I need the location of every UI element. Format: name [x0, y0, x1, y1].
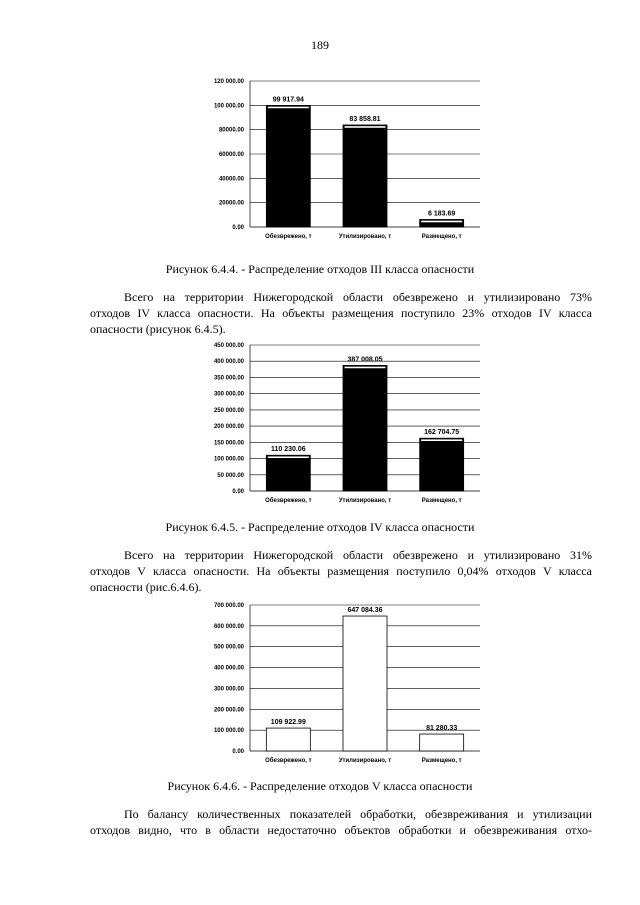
bar [343, 365, 387, 491]
y-tick-label: 400 000.00 [213, 359, 244, 366]
y-tick-label: 600 000.00 [213, 623, 244, 630]
y-tick-label: 300 000.00 [213, 391, 244, 398]
x-tick-label: Утилизировано, т [338, 498, 392, 504]
bar-highlight [268, 456, 309, 458]
paragraph-line: отходов видно, что в области недостаточно объектов обработки и обезвреживания отхо- [90, 823, 592, 837]
bar-highlight [421, 221, 462, 223]
y-tick-label: 60000.00 [218, 152, 244, 158]
bar [266, 728, 310, 751]
data-label: 83 858.81 [349, 115, 381, 123]
data-label: 81 280.33 [426, 725, 458, 733]
bar [343, 125, 387, 227]
y-tick-label: 150 000.00 [213, 440, 244, 447]
x-tick-label: Обезврежено, т [265, 758, 312, 764]
y-tick-label: 450 000.00 [213, 343, 244, 349]
y-tick-label: 0.00 [232, 749, 244, 755]
bar-highlight [345, 367, 386, 369]
bar-highlight [421, 439, 462, 441]
bar [343, 616, 387, 751]
paragraph-line: опасности (рис.6.4.6). [90, 580, 202, 594]
bar [420, 734, 464, 751]
bar [420, 438, 464, 491]
y-tick-label: 0.00 [232, 225, 244, 231]
y-tick-label: 250 000.00 [213, 407, 244, 414]
y-tick-label: 200 000.00 [213, 707, 244, 714]
paragraph-line: опасности (рисунок 6.4.5). [90, 322, 226, 336]
bar-highlight [268, 107, 309, 109]
page-number: 189 [311, 38, 329, 52]
paragraph-line: Всего на территории Нижегородской области обезврежено и утилизировано 73% [124, 290, 592, 304]
figure-caption: Рисунок 6.4.6. - Распределение отходов V класса опасности [167, 779, 473, 793]
data-label: 109 922.99 [270, 719, 306, 727]
x-tick-label: Размещено, т [421, 234, 462, 240]
x-tick-label: Утилизировано, т [338, 758, 392, 764]
chart-waste-class-3 [195, 75, 485, 245]
x-tick-label: Размещено, т [421, 498, 462, 504]
paragraph-line: отходов V класса опасности. На объекты размещения поступило 0,04% отходов V класса [90, 564, 592, 578]
y-tick-label: 100 000.00 [213, 103, 244, 110]
figure-caption: Рисунок 6.4.5. - Распределение отходов IV класса опасности [165, 520, 475, 534]
y-tick-label: 0.00 [232, 489, 244, 495]
data-label: 162 704.75 [424, 429, 460, 437]
paragraph [90, 289, 592, 337]
data-label: 110 230.06 [271, 446, 306, 454]
figure-caption: Рисунок 6.4.4. - Распределение отходов III класса опасности [165, 262, 475, 276]
x-tick-label: Утилизировано, т [338, 234, 392, 240]
paragraph [90, 806, 592, 838]
y-tick-label: 200 000.00 [213, 424, 244, 431]
bar [420, 219, 464, 227]
data-label: 6 183.69 [428, 210, 456, 218]
y-tick-label: 100 000.00 [213, 456, 244, 463]
y-tick-label: 80000.00 [218, 127, 244, 134]
y-tick-label: 100 000.00 [213, 728, 244, 735]
y-tick-label: 20000.00 [218, 200, 244, 207]
data-label: 387 008.05 [347, 356, 383, 364]
paragraph-line: По балансу количественных показателей обработки, обезвреживания и утилизации [124, 807, 592, 821]
bar [266, 455, 310, 491]
paragraph-line: Всего на территории Нижегородской области обезврежено и утилизировано 31% [124, 548, 592, 562]
y-tick-label: 700 000.00 [213, 603, 244, 609]
paragraph-line: отходов IV класса опасности. На объекты размещения поступило 23% отходов IV класса [90, 306, 592, 320]
data-label: 99 917.94 [272, 96, 304, 104]
x-tick-label: Обезврежено, т [265, 498, 312, 504]
x-tick-label: Размещено, т [421, 758, 462, 764]
y-tick-label: 400 000.00 [213, 665, 244, 672]
bar-highlight [345, 126, 386, 128]
y-tick-label: 50 000.00 [217, 472, 244, 479]
y-tick-label: 40000.00 [218, 176, 244, 183]
y-tick-label: 300 000.00 [213, 686, 244, 693]
chart-waste-class-4 [195, 339, 485, 509]
data-label: 647 084.36 [347, 607, 383, 615]
bar [266, 105, 310, 227]
chart-waste-class-5 [195, 599, 485, 769]
y-tick-label: 120 000.00 [213, 79, 244, 85]
x-tick-label: Обезврежено, т [265, 234, 312, 240]
paragraph [90, 547, 592, 595]
y-tick-label: 350 000.00 [213, 375, 244, 382]
y-tick-label: 500 000.00 [213, 644, 244, 651]
